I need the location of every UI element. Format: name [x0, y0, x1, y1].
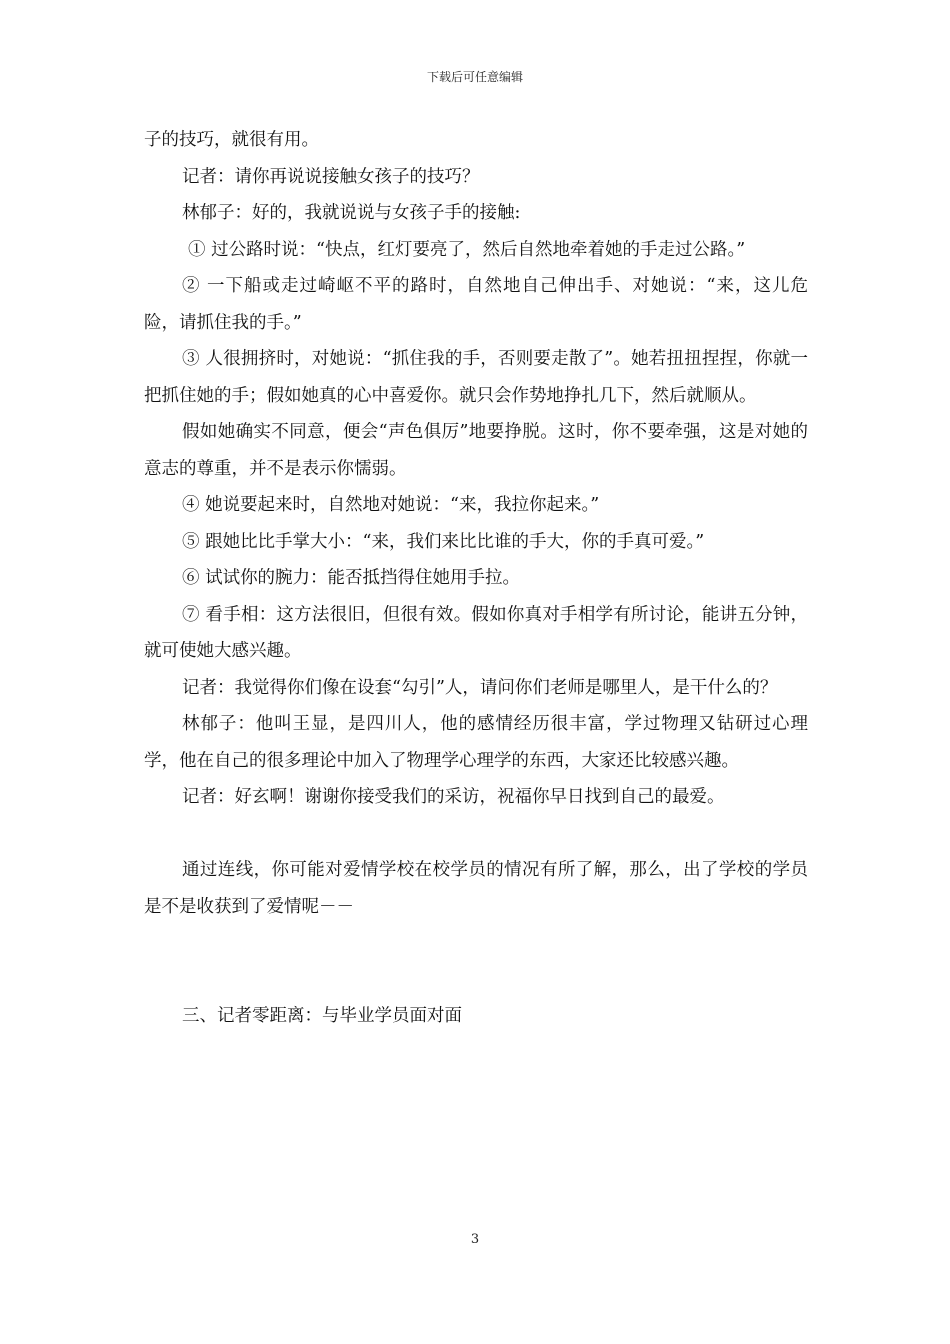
list-item: ⑦ 看手相：这方法很旧，但很有效。假如你真对手相学有所讨论，能讲五分钟，就可使她大感兴趣。 — [144, 604, 808, 661]
paragraph-gap — [144, 816, 808, 853]
paragraph: 假如她确实不同意，便会“声色俱厉”地要挣脱。这时，你不要牵强，这是对她的意志的尊重，并不是表示你懦弱。 — [144, 422, 808, 479]
list-item: ④ 她说要起来时，自然地对她说：“来，我拉你起来。” — [182, 495, 600, 515]
list-item: ⑥ 试试你的腕力：能否抵挡得住她用手拉。 — [182, 568, 521, 588]
page-header: 下载后可任意编辑 — [426, 70, 523, 84]
section-heading: 三、记者零距离：与毕业学员面对面 — [182, 1006, 462, 1026]
list-item: ⑤ 跟她比比手掌大小：“来，我们来比比谁的手大，你的手真可爱。” — [182, 531, 705, 552]
page-number: 3 — [470, 1232, 480, 1247]
document-body — [144, 122, 808, 1035]
list-item: ③ 人很拥挤时，对她说：“抓住我的手，否则要走散了”。她若扭扭捏捏，你就一把抓住她的手；假如她真的心中喜爱你。就只会作势地挣扎几下，然后就顺从。 — [144, 349, 808, 406]
paragraph: 通过连线，你可能对爱情学校在校学员的情况有所了解，那么，出了学校的学员是不是收获到了爱情呢－－ — [144, 860, 808, 917]
paragraph: 子的技巧，就很有用。 — [144, 130, 319, 150]
paragraph-gap — [144, 962, 808, 999]
list-item: ② 一下船或走过崎岖不平的路时，自然地自己伸出手、对她说：“来，这儿危险，请抓住我的手。” — [144, 276, 808, 333]
paragraph: 记者：好玄啊！谢谢你接受我们的采访，祝福你早日找到自己的最爱。 — [182, 787, 725, 807]
paragraph: 林郁子：他叫王显，是四川人，他的感情经历很丰富，学过物理又钻研过心理学，他在自己的很多理论中加入了物理学心理学的东西，大家还比较感兴趣。 — [144, 714, 808, 771]
paragraph: 记者：我觉得你们像在设套“勾引”人，请问你们老师是哪里人，是干什么的？ — [182, 677, 778, 698]
list-item: ① 过公路时说：“快点，红灯要亮了，然后自然地牵着她的手走过公路。” — [188, 239, 746, 260]
paragraph-gap — [144, 925, 808, 962]
paragraph: 林郁子：好的，我就说说与女孩子手的接触: — [182, 203, 521, 223]
paragraph: 记者：请你再说说接触女孩子的技巧？ — [182, 166, 480, 187]
